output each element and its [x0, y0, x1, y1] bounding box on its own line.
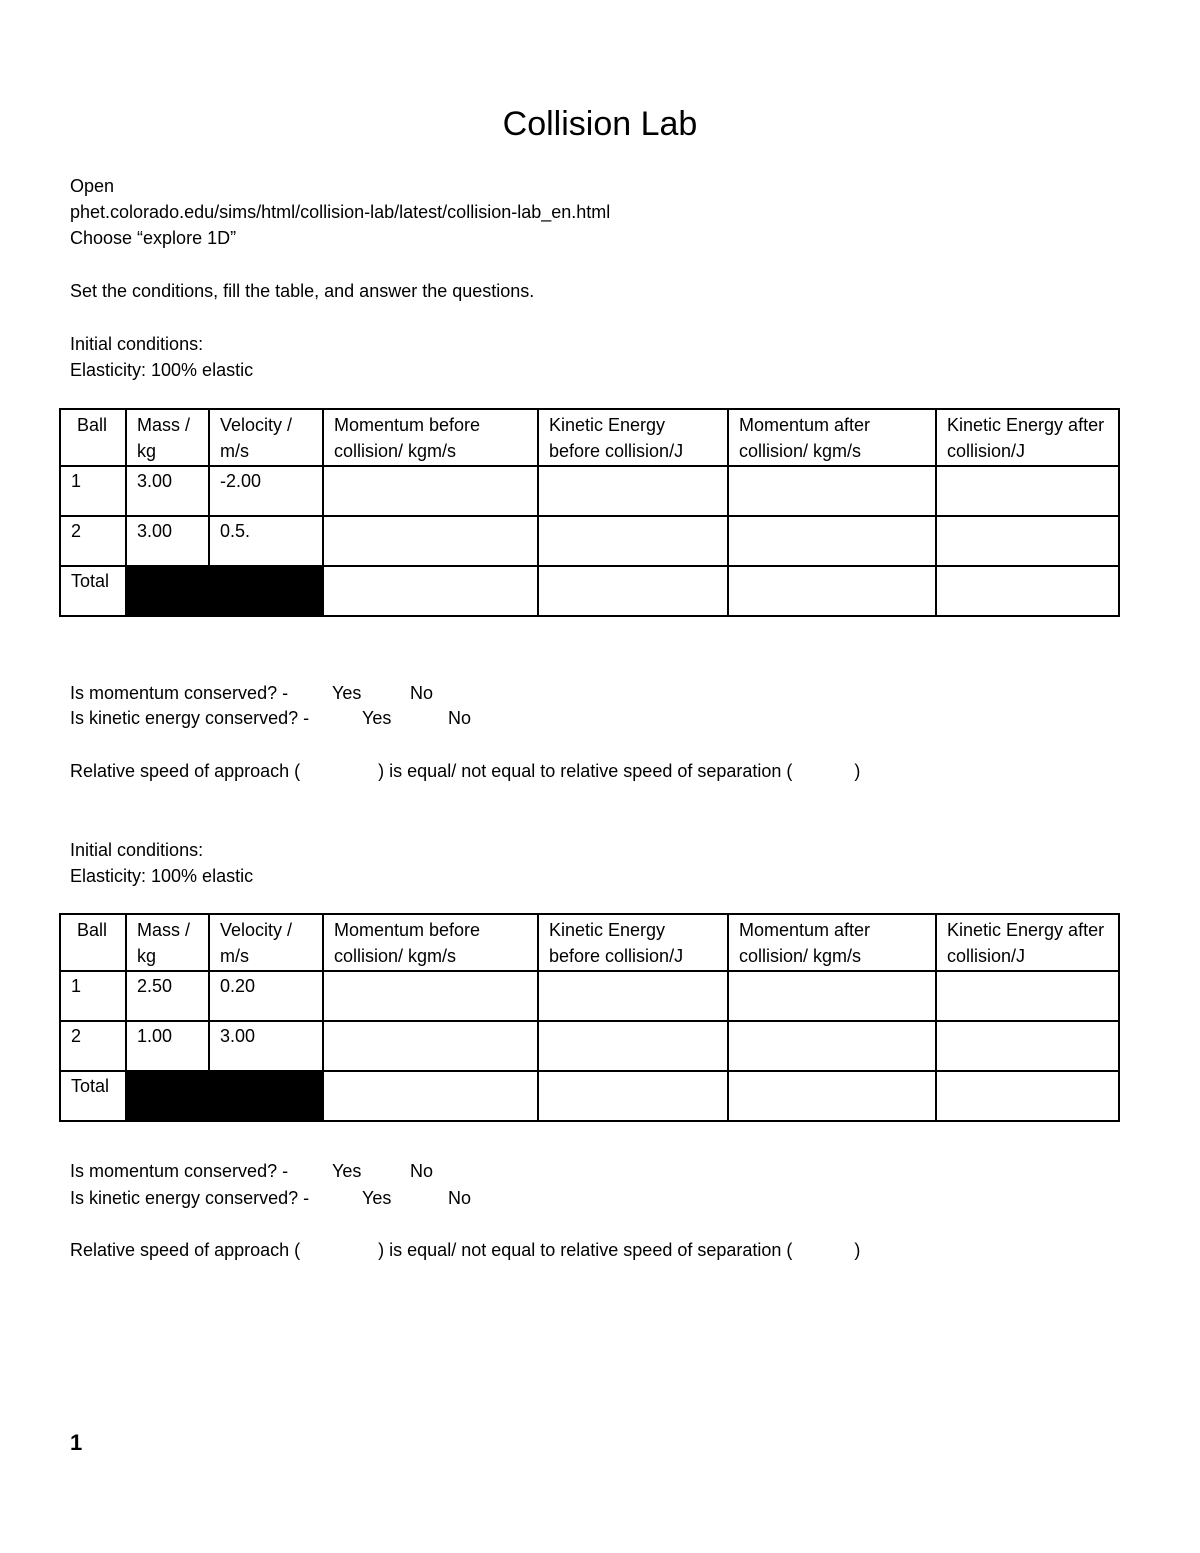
- cell-velocity: 3.00: [209, 1021, 323, 1071]
- instructions: Set the conditions, fill the table, and answer the questions.: [70, 281, 535, 301]
- relative-speed-statement-2: [70, 1239, 860, 1261]
- cell-momentum-after[interactable]: [728, 1021, 936, 1071]
- question-ke-1: Is kinetic energy conserved? -: [70, 708, 310, 728]
- question-ke-2: Is kinetic energy conserved? -: [70, 1188, 310, 1208]
- table-row: [60, 516, 1119, 566]
- cell-ke-after[interactable]: [936, 1021, 1119, 1071]
- cell-mass: 3.00: [126, 516, 209, 566]
- cell-total-momentum-after[interactable]: [728, 1071, 936, 1121]
- cell-total-ke-after[interactable]: [936, 566, 1119, 616]
- header-momentum-after: Momentum after collision/ kgm/s: [728, 914, 936, 971]
- table-row: [60, 466, 1119, 516]
- relative-speed-approach-label: Relative speed of approach (: [70, 1240, 301, 1260]
- relative-speed-statement-1: [70, 760, 860, 782]
- table-header-row: [60, 409, 1119, 466]
- cell-total-momentum-after[interactable]: [728, 566, 936, 616]
- cell-mass: 1.00: [126, 1021, 209, 1071]
- elasticity-label-2: Elasticity: 100% elastic: [70, 866, 254, 886]
- header-mass: Mass / kg: [126, 914, 209, 971]
- table-row: [60, 971, 1119, 1021]
- cell-ke-after[interactable]: [936, 516, 1119, 566]
- cell-ke-before[interactable]: [538, 1021, 728, 1071]
- cell-momentum-before[interactable]: [323, 466, 538, 516]
- blacked-out-cell: [126, 566, 323, 616]
- relative-speed-approach-label: Relative speed of approach (: [70, 761, 301, 781]
- cell-momentum-before[interactable]: [323, 516, 538, 566]
- table-row: [60, 1021, 1119, 1071]
- cell-ball: 2: [60, 516, 126, 566]
- cell-ke-after[interactable]: [936, 466, 1119, 516]
- blacked-out-cell: [126, 1071, 323, 1121]
- elasticity-label-1: Elasticity: 100% elastic: [70, 360, 254, 380]
- cell-velocity: 0.5.: [209, 516, 323, 566]
- cell-ball: 2: [60, 1021, 126, 1071]
- cell-mass: 3.00: [126, 466, 209, 516]
- header-ball: Ball: [60, 914, 126, 971]
- ke-yes-option-1[interactable]: Yes: [362, 708, 392, 728]
- header-velocity: Velocity / m/s: [209, 914, 323, 971]
- header-momentum-after: Momentum after collision/ kgm/s: [728, 409, 936, 466]
- cell-velocity: 0.20: [209, 971, 323, 1021]
- cell-total-ke-before[interactable]: [538, 566, 728, 616]
- relative-speed-close-paren: ): [854, 1240, 861, 1260]
- cell-total-label: Total: [60, 566, 126, 616]
- table-header-row: [60, 914, 1119, 971]
- relative-speed-close-paren: ): [854, 761, 861, 781]
- cell-total-label: Total: [60, 1071, 126, 1121]
- cell-momentum-after[interactable]: [728, 516, 936, 566]
- header-momentum-before: Momentum before collision/ kgm/s: [323, 914, 538, 971]
- cell-ke-before[interactable]: [538, 971, 728, 1021]
- open-label: Open: [70, 176, 115, 196]
- header-ball: Ball: [60, 409, 126, 466]
- cell-ke-after[interactable]: [936, 971, 1119, 1021]
- data-table-1: [59, 408, 1120, 617]
- header-mass: Mass / kg: [126, 409, 209, 466]
- sim-url[interactable]: phet.colorado.edu/sims/html/collision-lab/latest/collision-lab_en.html: [70, 202, 611, 222]
- cell-ball: 1: [60, 466, 126, 516]
- cell-total-momentum-before[interactable]: [323, 1071, 538, 1121]
- initial-conditions-label-1: Initial conditions:: [70, 334, 204, 354]
- header-ke-before: Kinetic Energy before collision/J: [538, 409, 728, 466]
- cell-ke-before[interactable]: [538, 466, 728, 516]
- cell-total-momentum-before[interactable]: [323, 566, 538, 616]
- page-title: Collision Lab: [502, 105, 698, 143]
- momentum-yes-option-2[interactable]: Yes: [332, 1161, 362, 1181]
- total-row: [60, 1071, 1119, 1121]
- header-ke-after: Kinetic Energy after collision/J: [936, 914, 1119, 971]
- cell-momentum-before[interactable]: [323, 971, 538, 1021]
- header-ke-after: Kinetic Energy after collision/J: [936, 409, 1119, 466]
- cell-total-ke-after[interactable]: [936, 1071, 1119, 1121]
- cell-momentum-after[interactable]: [728, 971, 936, 1021]
- momentum-no-option-1[interactable]: No: [410, 683, 434, 703]
- initial-conditions-label-2: Initial conditions:: [70, 840, 204, 860]
- ke-no-option-2[interactable]: No: [448, 1188, 472, 1208]
- choose-instruction: Choose “explore 1D”: [70, 228, 237, 248]
- header-ke-before: Kinetic Energy before collision/J: [538, 914, 728, 971]
- relative-speed-compare-label: ) is equal/ not equal to relative speed of separation (: [378, 1240, 793, 1260]
- cell-mass: 2.50: [126, 971, 209, 1021]
- relative-speed-compare-label: ) is equal/ not equal to relative speed of separation (: [378, 761, 793, 781]
- cell-total-ke-before[interactable]: [538, 1071, 728, 1121]
- data-table-2: [59, 913, 1120, 1122]
- cell-momentum-after[interactable]: [728, 466, 936, 516]
- momentum-no-option-2[interactable]: No: [410, 1161, 434, 1181]
- header-momentum-before: Momentum before collision/ kgm/s: [323, 409, 538, 466]
- cell-ke-before[interactable]: [538, 516, 728, 566]
- cell-velocity: -2.00: [209, 466, 323, 516]
- momentum-yes-option-1[interactable]: Yes: [332, 683, 362, 703]
- header-velocity: Velocity / m/s: [209, 409, 323, 466]
- cell-momentum-before[interactable]: [323, 1021, 538, 1071]
- question-momentum-2: Is momentum conserved? -: [70, 1161, 289, 1181]
- page-number: 1: [70, 1430, 83, 1455]
- cell-ball: 1: [60, 971, 126, 1021]
- ke-yes-option-2[interactable]: Yes: [362, 1188, 392, 1208]
- ke-no-option-1[interactable]: No: [448, 708, 472, 728]
- question-momentum-1: Is momentum conserved? -: [70, 683, 289, 703]
- total-row: [60, 566, 1119, 616]
